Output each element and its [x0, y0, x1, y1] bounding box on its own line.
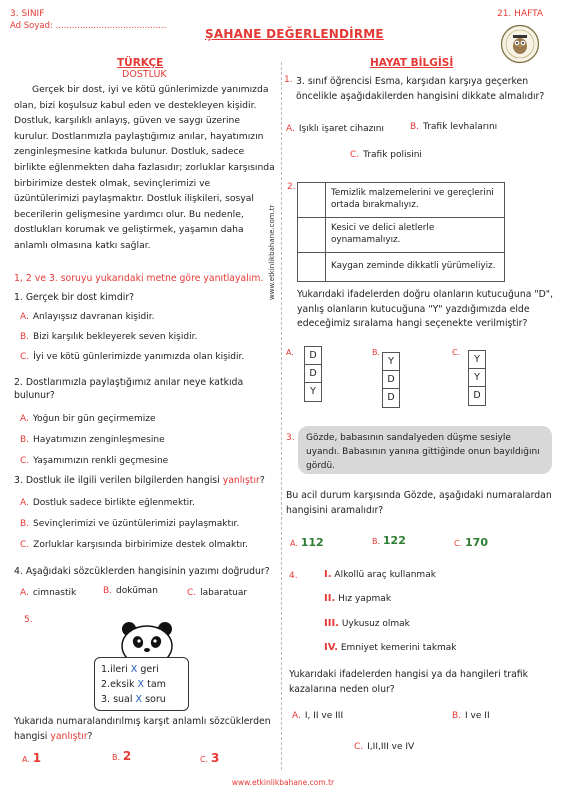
- item-4: IV. Emniyet kemerini takmak: [324, 642, 457, 653]
- q2-option-a[interactable]: A. Yoğun bir gün geçirmemize: [20, 414, 156, 424]
- q3-option-a[interactable]: A. Dostluk sadece birlikte eğlenmektir.: [20, 498, 195, 508]
- pair-row-2: 2.eksik X tam: [101, 679, 166, 690]
- story-title: DOSTLUK: [122, 69, 167, 80]
- q3-option-c[interactable]: C. Zorluklar karşısında birbirimize destek olmaktır.: [20, 540, 249, 550]
- footer-url[interactable]: www.etkinlikbahane.com.tr: [231, 778, 335, 787]
- r-question-3-number: 3.: [286, 433, 295, 443]
- item-1: I. Alkollü araç kullanmak: [324, 569, 436, 580]
- panda-icon: [112, 620, 182, 660]
- q5-option-b[interactable]: B. 2: [112, 749, 132, 763]
- q3-option-b[interactable]: B. Sevinçlerimizi ve üzüntülerimizi paylaşmaktır.: [20, 519, 240, 529]
- statement-checkbox-1[interactable]: [298, 183, 326, 218]
- item-3: III. Uykusuz olmak: [324, 618, 410, 629]
- r-question-3: Bu acil durum karşısında Gözde, aşağıdaki numaralardan hangisini aramalıdır?: [286, 490, 552, 516]
- r-q1-option-c[interactable]: C. Trafik polisini: [350, 150, 422, 160]
- q1-option-b[interactable]: B. Bizi karşılık bekleyerek seven kişidir.: [20, 332, 198, 342]
- instruction-text: 1, 2 ve 3. soruyu yukarıdaki metne göre yanıtlayalım.: [14, 273, 264, 284]
- r-question-1-number: 1.: [284, 75, 293, 85]
- r-q1-option-b[interactable]: B. Trafik levhalarını: [410, 122, 498, 132]
- statements-table: [297, 182, 505, 282]
- r-question-4-number: 4.: [289, 571, 298, 581]
- r-q3-option-b[interactable]: B. 122: [372, 534, 406, 547]
- q4-option-c[interactable]: C. labaratuar: [187, 588, 248, 598]
- q4-option-a[interactable]: A. cimnastik: [20, 588, 77, 598]
- r-q4-option-c[interactable]: C. I,II,III ve IV: [354, 742, 415, 752]
- r-q4-option-b[interactable]: B. I ve II: [452, 711, 490, 721]
- story-bubble: [298, 426, 552, 474]
- watermark-vertical: www.etkinlikbahane.com.tr: [268, 204, 276, 300]
- turkce-heading: TÜRKÇE: [117, 57, 164, 69]
- story-paragraph: Gerçek bir dost, iyi ve kötü günlerimizde yanımızda olan, bizi koşulsuz kabul eden ve destekleyen kişidir. Dostluk, karşılıklı anlayış, güven ve saygı üzerine kurulur. Dostlarımızla paylaştığımız anılar, hayatımızın zenginleşmesine katkıda bulunur. Dostluk, sadece birlikte eğlenmekten daha fazlasıdır; zorluklar karşısında birbirimize destek olmak, sevinçlerimizi ve üzüntülerimizi paylaşmaktır. Dostluk ilişkileri, sosyal becerilerin gelişmesine yardımcı olur. Bu nedenle, dostlukları korumak ve geliştirmek, yaşamın daha anlamlı olmasına katkı sağlar.: [14, 84, 275, 251]
- statement-2: Kesici ve delici aletlerle oynamamalıyız.: [326, 217, 505, 252]
- q5-option-c[interactable]: C. 3: [200, 751, 220, 765]
- pair-row-3: 3. sual X soru: [101, 694, 166, 705]
- question-3: 3. Dostluk ile ilgili verilen bilgilerden hangisi yanlıştır?: [14, 475, 265, 486]
- r-question-4: Yukarıdaki ifadelerden hangisi ya da hangileri trafik kazalarına neden olur?: [289, 669, 529, 695]
- emergency-story: Gözde, babasının sandalyeden düşme sesiyle uyandı. Babasının yanına gittiğinde onun bayıldığını gördü.: [306, 433, 540, 471]
- r-q3-option-a[interactable]: A. 112: [290, 536, 324, 549]
- page-title: ŞAHANE DEĞERLENDİRME: [205, 27, 384, 41]
- week-label: 21. HAFTA: [497, 9, 544, 19]
- statement-checkbox-3[interactable]: [298, 252, 326, 281]
- grade-label: 3. SINIF: [10, 9, 45, 19]
- hayat-bilgisi-heading: HAYAT BİLGİSİ: [370, 57, 454, 69]
- r-q3-option-c[interactable]: C. 170: [454, 536, 488, 549]
- name-field-label: Ad Soyad: .........................................: [10, 21, 167, 31]
- r-question-2-number: 2.: [287, 182, 296, 192]
- q5-option-a[interactable]: A. 1: [22, 751, 42, 765]
- r-question-2: Yukarıdaki ifadelerden doğru olanların kutucuğuna "D", yanlış olanların kutucuğuna "Y" yazdığımızda elde edeceğimiz sıralama hangi seçenekte verilmiştir?: [297, 289, 554, 329]
- q1-option-a[interactable]: A. Anlayışsız davranan kişidir.: [20, 312, 155, 322]
- q1-option-c[interactable]: C. İyi ve kötü günlerimizde yanımızda olan kişidir.: [20, 352, 245, 362]
- statement-3: Kaygan zeminde dikkatli yürümeliyiz.: [326, 252, 505, 281]
- question-4: 4. Aşağıdaki sözcüklerden hangisinin yazımı doğrudur?: [14, 566, 270, 577]
- r-q1-option-a[interactable]: A. Işıklı işaret cihazını: [286, 124, 385, 134]
- item-2: II. Hız yapmak: [324, 593, 392, 604]
- question-5-number: 5.: [24, 615, 33, 625]
- owl-logo-icon: [500, 24, 540, 64]
- statement-1: Temizlik malzemelerini ve gereçlerini ortada bırakmalıyız.: [326, 183, 505, 218]
- r-q4-option-a[interactable]: A. I, II ve III: [292, 711, 344, 721]
- statement-checkbox-2[interactable]: [298, 217, 326, 252]
- antonym-pairs-box: [94, 657, 189, 711]
- question-5: Yukarıda numaralandırılmış karşıt anlamlı sözcüklerden hangisi yanlıştır?: [14, 716, 271, 742]
- q4-option-b[interactable]: B. doküman: [103, 586, 158, 596]
- r-question-1: 3. sınıf öğrencisi Esma, karşıdan karşıya geçerken öncelikle aşağıdakilerden hangisini dikkate almalıdır?: [296, 76, 545, 102]
- column-divider: [281, 62, 282, 770]
- pair-row-1: 1.ileri X geri: [101, 664, 159, 675]
- q2-option-c[interactable]: C. Yaşamımızın renkli geçmesine: [20, 456, 169, 466]
- question-1: 1. Gerçek bir dost kimdir?: [14, 292, 135, 303]
- question-2: 2. Dostlarımızla paylaştığımız anılar neye katkıda bulunur?: [14, 377, 244, 401]
- q2-option-b[interactable]: B. Hayatımızın zenginleşmesine: [20, 435, 165, 445]
